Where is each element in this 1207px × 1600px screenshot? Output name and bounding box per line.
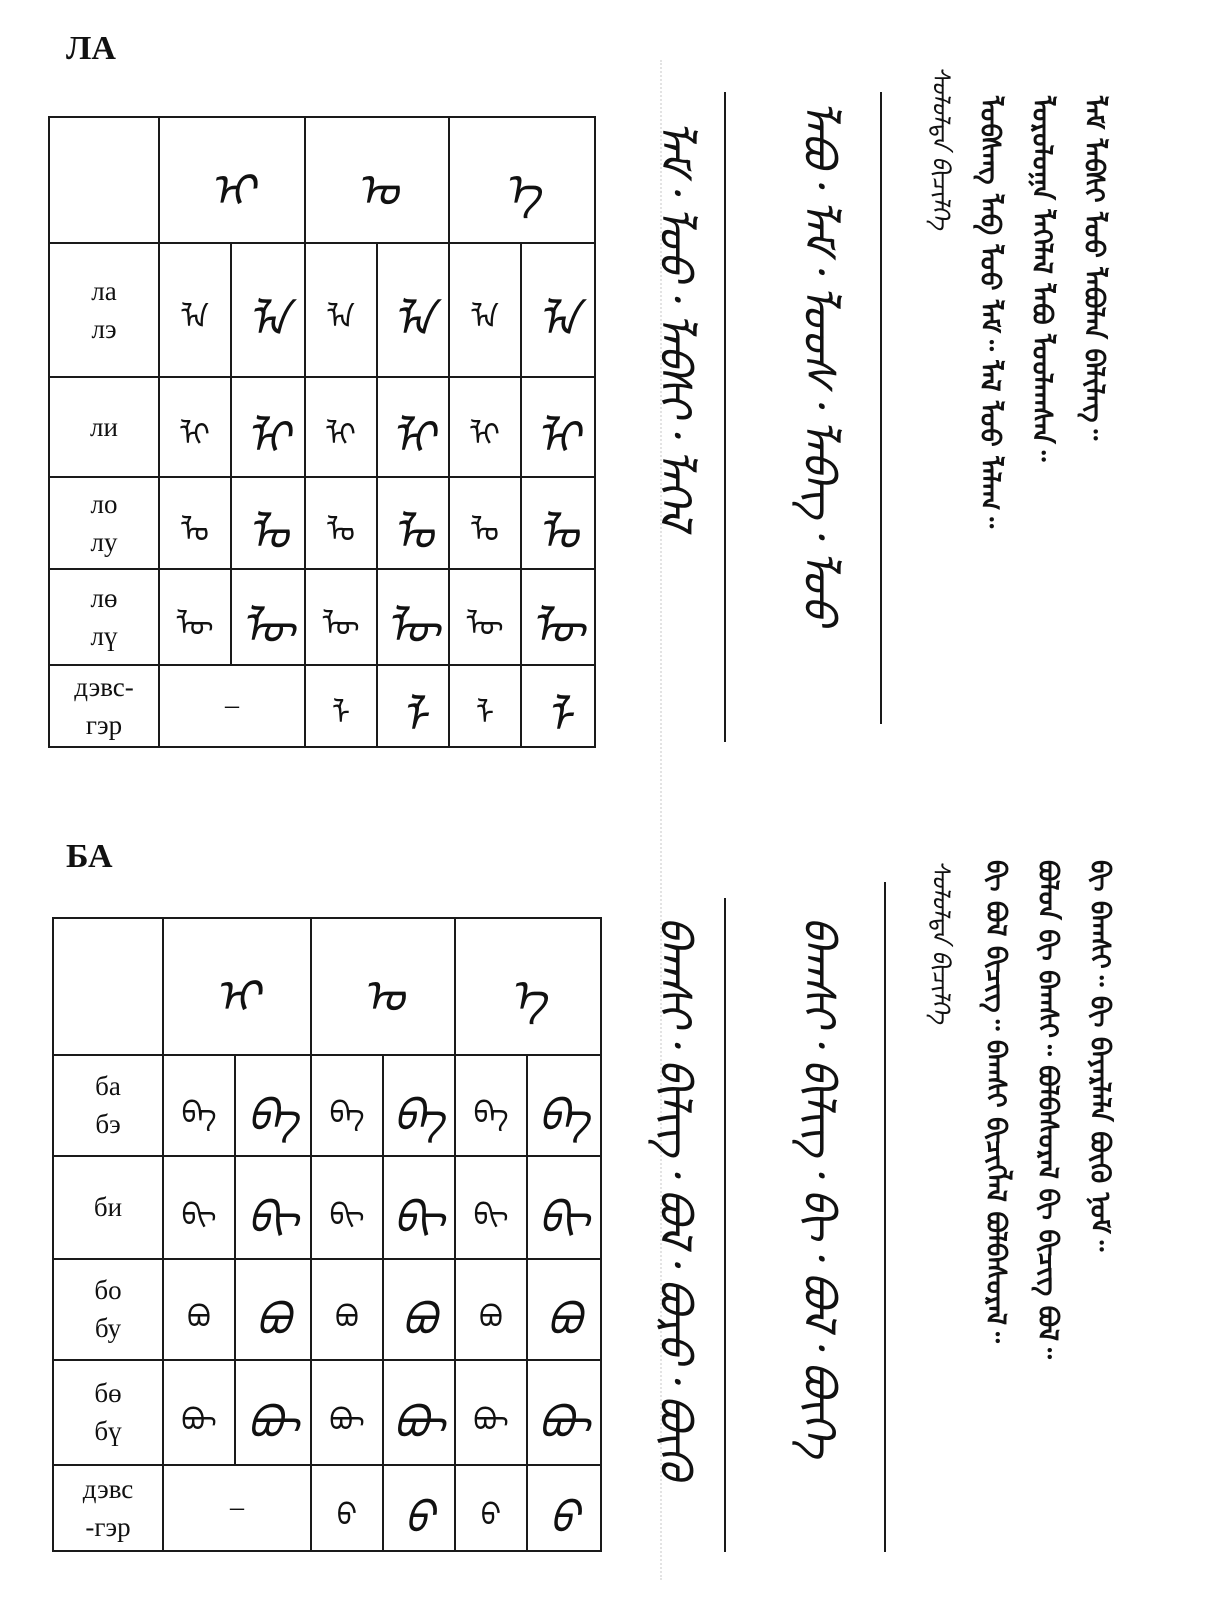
glyph-cell: ᠯᠠ xyxy=(231,243,305,377)
row-label: би xyxy=(53,1156,163,1259)
text-column: ᠪᠢ ᠪᠠᠭᠰᠢ᠃ ᠪᠢ ᠪᠠᠶᠠᠷᠯᠠᠯᠠ ᠪᠦᠬᠦ ᠨᠤᠮ᠃ xyxy=(1084,860,1115,1252)
text-column: ᠯᠠᠮ ᠯᠠᠪᠰᠢ ᠯᠤᠤ ᠯᠠᠪᠤᠯᠠᠨ ᠪᠠᠯᠢᠯᠡᠭ᠃ xyxy=(1078,96,1109,441)
section-la xyxy=(0,0,1207,790)
table-row xyxy=(49,477,595,569)
column-head-glyph: ᠢ xyxy=(163,918,311,1055)
glyph-cell: ᠯᠡ xyxy=(521,243,595,377)
glyph-cell: ᠪ xyxy=(527,1465,601,1551)
glyph-cell: ᠪᠥ xyxy=(235,1360,311,1465)
glyph-cell: ᠯᠥ xyxy=(159,569,231,665)
column-head-glyph: ᠡ xyxy=(455,918,601,1055)
glyph-cell: ᠯ xyxy=(521,665,595,747)
table-row xyxy=(53,1465,601,1551)
row-label: ло лу xyxy=(49,477,159,569)
glyph-cell: ᠪ xyxy=(383,1465,455,1551)
table-row xyxy=(53,1055,601,1156)
divider-line xyxy=(724,92,726,742)
table-header-row xyxy=(53,918,601,1055)
glyph-cell: ᠯᠣ xyxy=(377,477,449,569)
row-label: бө бү xyxy=(53,1360,163,1465)
empty-dash: – xyxy=(159,665,305,747)
divider-line xyxy=(724,898,726,1552)
glyph-cell: ᠯᠣ xyxy=(231,477,305,569)
glyph-cell: ᠯ xyxy=(377,665,449,747)
glyph-cell: ᠯᠥ xyxy=(377,569,449,665)
text-column: ᠪᠣᠯᠣᠨ ᠪᠢ ᠪᠠᠭᠰᠢ᠃ ᠪᠣᠯᠪᠠᠰᠤᠷᠠᠯ ᠪᠢ ᠪᠢᠴᠢᠭ ᠪᠣᠯ᠃ xyxy=(1032,860,1063,1359)
divider-line xyxy=(884,882,886,1552)
letter-form-table xyxy=(48,116,596,748)
glyph-cell: ᠯᠣ xyxy=(449,477,521,569)
column-head-glyph: ᠡ xyxy=(449,117,595,243)
text-column: ᠯᠣᠷᠣᠯᠤᠭᠠ ᠯᠡᠭᠡᠯᠡᠯ ᠯᠠᠪᠤ ᠯᠤᠤᠯᠠᠭᠰᠠᠨ᠃ xyxy=(1026,96,1057,462)
section-heading: ЛА xyxy=(66,30,116,67)
table-row xyxy=(49,243,595,377)
text-column-title: ᠰᠣᠯᠣᠯᠲᠠ ᠪᠢᠴᠢᠯᠭᠡ xyxy=(927,66,955,230)
glyph-cell: ᠪᠣ xyxy=(455,1259,527,1360)
glyph-cell: ᠪᠠ xyxy=(383,1055,455,1156)
glyph-cell: ᠯᠣ xyxy=(159,477,231,569)
table-row xyxy=(49,377,595,477)
glyph-cell: ᠪᠥ xyxy=(163,1360,235,1465)
glyph-cell: ᠪ xyxy=(311,1465,383,1551)
glyph-cell: ᠯᠥ xyxy=(231,569,305,665)
table-corner-cell xyxy=(49,117,159,243)
glyph-cell: ᠪᠢ xyxy=(163,1156,235,1259)
glyph-cell: ᠪᠣ xyxy=(527,1259,601,1360)
glyph-cell: ᠯᠣ xyxy=(521,477,595,569)
glyph-cell: ᠪᠥ xyxy=(383,1360,455,1465)
glyph-cell: ᠪᠠ xyxy=(455,1055,527,1156)
glyph-cell: ᠯᠡ xyxy=(449,243,521,377)
row-label: ли xyxy=(49,377,159,477)
glyph-cell: ᠪᠥ xyxy=(455,1360,527,1465)
glyph-cell: ᠯᠥ xyxy=(521,569,595,665)
glyph-cell: ᠪᠠ xyxy=(527,1055,601,1156)
glyph-cell: ᠪᠥ xyxy=(527,1360,601,1465)
glyph-cell: ᠪᠢ xyxy=(383,1156,455,1259)
practice-column: ᠯᠠᠪᠤ᠂ ᠯᠠᠮ᠂ ᠯᠣᠣᠰ᠂ ᠯᠡᠪᠡᠭ᠂ ᠯᠤᠤ xyxy=(793,100,844,625)
glyph-cell: ᠪᠥ xyxy=(311,1360,383,1465)
table-header-row xyxy=(49,117,595,243)
glyph-cell: ᠪᠠ xyxy=(235,1055,311,1156)
glyph-cell: ᠪᠣ xyxy=(163,1259,235,1360)
text-column: ᠪᠢ ᠪᠣᠯ ᠪᠢᠴᠢᠭ᠃ ᠪᠠᠭᠰᠢ ᠪᠢᠴᠢᠭᠯᠡᠯ ᠪᠣᠯᠪᠠᠰᠤᠷᠠᠯ᠃ xyxy=(980,860,1011,1343)
letter-form-table xyxy=(52,917,602,1552)
glyph-cell: ᠯᠥ xyxy=(305,569,377,665)
glyph-cell: ᠯᠠ xyxy=(377,243,449,377)
row-label: дэвс -гэр xyxy=(53,1465,163,1551)
table-corner-cell xyxy=(53,918,163,1055)
text-column: ᠯᠣᠪᠰᠠᠩ ᠯᠠᠪ ᠯᠣᠤ ᠯᠠᠮ᠃ ᠯᠠᠯ ᠯᠤᠤ ᠯᠠᠯᠠᠭ᠃ xyxy=(974,96,1005,529)
glyph-cell: ᠪᠣ xyxy=(235,1259,311,1360)
table-row xyxy=(53,1259,601,1360)
glyph-cell: ᠪᠣ xyxy=(383,1259,455,1360)
row-label: дэвс- гэр xyxy=(49,665,159,747)
glyph-cell: ᠪᠢ xyxy=(311,1156,383,1259)
glyph-cell: ᠯᠢ xyxy=(305,377,377,477)
table-row xyxy=(53,1156,601,1259)
glyph-cell: ᠪ xyxy=(455,1465,527,1551)
glyph-cell: ᠯᠠ xyxy=(305,243,377,377)
glyph-cell: ᠪᠣ xyxy=(311,1259,383,1360)
glyph-cell: ᠯ xyxy=(449,665,521,747)
column-head-glyph: ᠤ xyxy=(311,918,455,1055)
glyph-cell: ᠪᠠ xyxy=(311,1055,383,1156)
empty-dash: – xyxy=(163,1465,311,1551)
glyph-cell: ᠯᠢ xyxy=(231,377,305,477)
glyph-cell: ᠪᠠ xyxy=(163,1055,235,1156)
row-label: ба бэ xyxy=(53,1055,163,1156)
glyph-cell: ᠯᠢ xyxy=(521,377,595,477)
section-heading: БА xyxy=(66,838,113,875)
practice-column: ᠯᠠᠮ᠂ ᠯᠤᠤ᠂ ᠯᠠᠪᠰᠢ᠂ ᠯᠡᠭᠡᠯ xyxy=(649,120,700,529)
divider-line xyxy=(880,92,882,724)
glyph-cell: ᠪᠢ xyxy=(235,1156,311,1259)
glyph-cell: ᠯᠠ xyxy=(159,243,231,377)
table-row xyxy=(53,1360,601,1465)
glyph-cell: ᠪᠢ xyxy=(455,1156,527,1259)
glyph-cell: ᠯᠢ xyxy=(377,377,449,477)
table-row xyxy=(49,569,595,665)
glyph-cell: ᠯᠣ xyxy=(305,477,377,569)
practice-column: ᠪᠠᠭᠰᠢ᠂ ᠪᠢᠯᠢᠭ᠂ ᠪᠣᠯ᠂ ᠪᠣᠷᠣ᠂ ᠪᠦᠬᠦ xyxy=(649,916,700,1480)
glyph-cell: ᠪᠢ xyxy=(527,1156,601,1259)
practice-column: ᠪᠠᠭᠰᠢ᠂ ᠪᠢᠯᠢᠭ᠂ ᠪᠢ᠂ ᠪᠣᠯ᠂ ᠪᠥᠭᠡ xyxy=(793,916,844,1458)
glyph-cell: ᠯᠢ xyxy=(449,377,521,477)
text-column-title: ᠰᠣᠯᠣᠯᠲᠠ ᠪᠢᠴᠢᠯᠭᠡ xyxy=(927,860,955,1024)
row-label: бо бу xyxy=(53,1259,163,1360)
section-ba xyxy=(0,820,1207,1600)
row-label: лө лү xyxy=(49,569,159,665)
glyph-cell: ᠯᠢ xyxy=(159,377,231,477)
row-label: ла лэ xyxy=(49,243,159,377)
glyph-cell: ᠯᠥ xyxy=(449,569,521,665)
column-head-glyph: ᠤ xyxy=(305,117,449,243)
table-row xyxy=(49,665,595,747)
glyph-cell: ᠯ xyxy=(305,665,377,747)
column-head-glyph: ᠢ xyxy=(159,117,305,243)
